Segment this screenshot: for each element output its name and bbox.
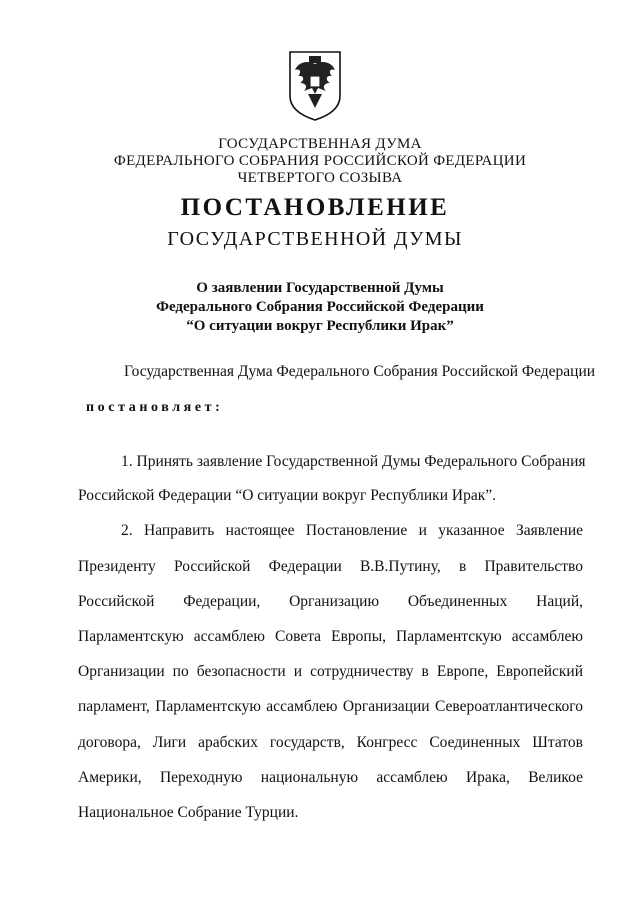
- header-line-2: ФЕДЕРАЛЬНОГО СОБРАНИЯ РОССИЙСКОЙ ФЕДЕРАЦИИ: [113, 153, 527, 169]
- subject-line-1: О заявлении Государственной Думы: [196, 280, 444, 296]
- document-title: ПОСТАНОВЛЕНИЕ: [180, 194, 450, 221]
- document-subtitle: ГОСУДАРСТВЕННОЙ ДУМЫ: [167, 228, 463, 250]
- item1-line-2: Российской Федерации “О ситуации вокруг Республики Ирак”.: [78, 487, 496, 504]
- item2-line-8: Америки, Переходную национальную ассамблею Ирака, Великое: [78, 769, 583, 786]
- item2-line-7: договора, Лиги арабских государств, Конгресс Соединенных Штатов: [78, 734, 583, 751]
- item2-line-4: Парламентскую ассамблею Совета Европы, Парламентскую ассамблею: [78, 628, 583, 645]
- item2-line-6: парламент, Парламентскую ассамблею Организации Североатлантического: [78, 698, 583, 715]
- item2-line-1: 2. Направить настоящее Постановление и указанное Заявление: [121, 522, 583, 539]
- coat-of-arms-emblem: [286, 50, 344, 122]
- decree-word: постановляет:: [86, 400, 224, 415]
- item2-line-2: Президенту Российской Федерации В.В.Путину, в Правительство: [78, 558, 583, 575]
- subject-line-3: “О ситуации вокруг Республики Ирак”: [186, 318, 454, 334]
- subject-line-2: Федерального Собрания Российской Федерации: [156, 299, 484, 315]
- header-line-3: ЧЕТВЕРТОГО СОЗЫВА: [237, 170, 403, 186]
- header-line-1: ГОСУДАРСТВЕННАЯ ДУМА: [218, 136, 422, 152]
- item2-line-5: Организации по безопасности и сотрудничеству в Европе, Европейский: [78, 663, 583, 680]
- item2-line-3: Российской Федерации, Организацию Объединенных Наций,: [78, 593, 583, 610]
- intro-paragraph: Государственная Дума Федерального Собрания Российской Федерации: [124, 363, 596, 380]
- item2-line-9: Национальное Собрание Турции.: [78, 804, 299, 821]
- item1-line-1: 1. Принять заявление Государственной Думы Федерального Собрания: [121, 453, 586, 470]
